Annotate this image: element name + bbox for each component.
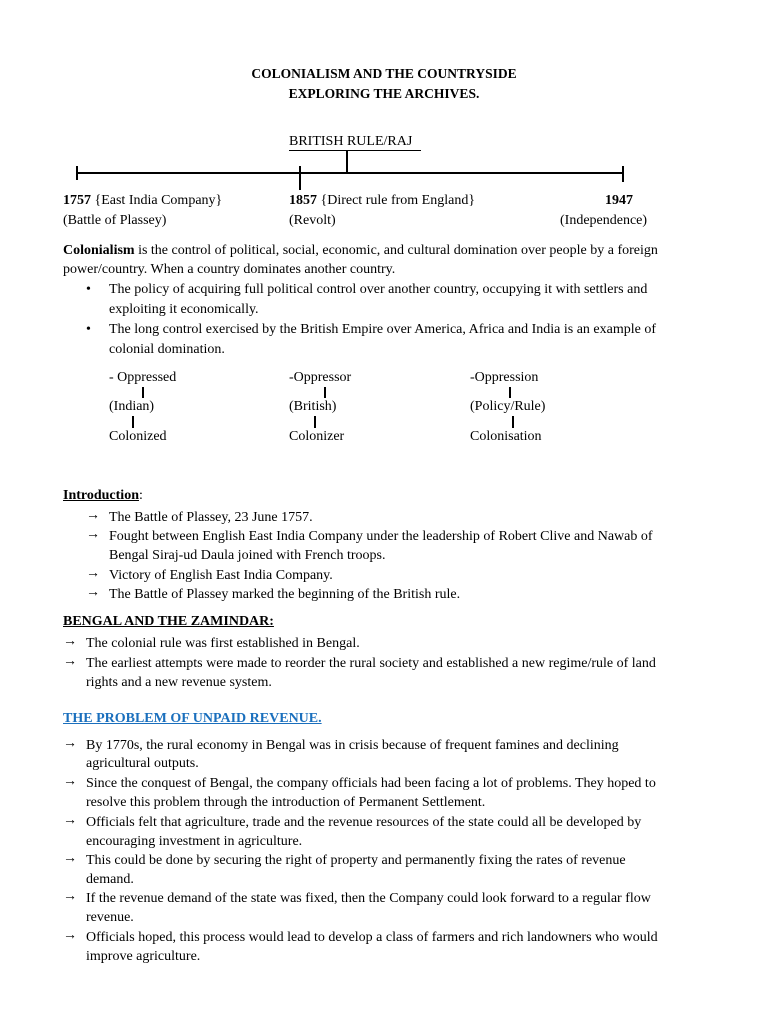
- bullet-dot: •: [86, 322, 91, 337]
- arrow-icon: →: [63, 928, 77, 943]
- bullet-1-line-1: The policy of acquiring full political control over another country, occupying it with settlers and: [109, 282, 648, 297]
- revenue-item-5-line-1: If the revenue demand of the state was fixed, then the Company could look forward to a regular flow: [86, 891, 651, 906]
- bullet-dot: •: [86, 282, 91, 297]
- arrow-icon: →: [63, 889, 77, 904]
- intro-item-3: Victory of English East India Company.: [109, 568, 333, 583]
- concept-connector: [142, 387, 144, 398]
- arrow-icon: →: [86, 508, 100, 523]
- revenue-item-1-line-1: By 1770s, the rural economy in Bengal was in crisis because of frequent famines and declining: [86, 738, 619, 753]
- arrow-icon: →: [63, 634, 77, 649]
- event-detail: {Direct rule from England}: [317, 193, 476, 208]
- bengal-item-1: The colonial rule was first established in Bengal.: [86, 636, 360, 651]
- timeline-connector: [346, 150, 348, 172]
- definition-paragraph: [63, 241, 658, 261]
- introduction-colon: :: [138, 488, 143, 503]
- bullet-1-line-2: exploiting it economically.: [109, 302, 259, 317]
- revenue-item-6-line-2: improve agriculture.: [86, 949, 201, 964]
- definition-text-1: is the control of political, social, economic, and cultural domination over people by a foreign: [134, 243, 658, 258]
- revenue-item-1-line-2: agricultural outputs.: [86, 756, 199, 771]
- introduction-heading-text: Introduction: [63, 488, 139, 503]
- concept-policy-rule: (Policy/Rule): [470, 399, 546, 414]
- intro-item-4: The Battle of Plassey marked the beginning of the British rule.: [109, 587, 461, 602]
- concept-connector: [512, 416, 514, 428]
- timeline-event-1857-sub: (Revolt): [289, 213, 336, 228]
- timeline-event-1757-sub: (Battle of Plassey): [63, 213, 167, 228]
- concept-oppression: -Oppression: [470, 370, 539, 385]
- revenue-item-4-line-1: This could be done by securing the right of property and permanently fixing the rates of revenue: [86, 853, 626, 868]
- arrow-icon: →: [63, 813, 77, 828]
- arrow-icon: →: [63, 851, 77, 866]
- bullet-2-line-1: The long control exercised by the British Empire over America, Africa and India is an example of: [109, 322, 656, 337]
- revenue-item-3-line-1: Officials felt that agriculture, trade and the revenue resources of the state could all be developed by: [86, 815, 642, 830]
- revenue-item-2-line-1: Since the conquest of Bengal, the company officials had been facing a lot of problems. They hoped to: [86, 776, 656, 791]
- intro-item-2-line-2: Bengal Siraj-ud Daula joined with French troops.: [109, 548, 386, 563]
- revenue-item-6-line-1: Officials hoped, this process would lead to develop a class of farmers and rich landowners who would: [86, 930, 658, 945]
- timeline-label-underline: [289, 150, 421, 151]
- concept-oppressed: - Oppressed: [109, 370, 177, 385]
- arrow-icon: →: [63, 654, 77, 669]
- timeline-event-1947: 1947: [605, 193, 633, 208]
- bengal-item-2-line-2: rights and a new revenue system.: [86, 675, 272, 690]
- concept-colonizer: Colonizer: [289, 429, 345, 444]
- timeline-event-1857: [289, 193, 475, 209]
- timeline-axis: [76, 172, 624, 174]
- timeline-tick-1757: [76, 166, 78, 180]
- event-year: 1857: [289, 193, 317, 208]
- arrow-icon: →: [63, 736, 77, 751]
- intro-item-2-line-1: Fought between English East India Company under the leadership of Robert Clive and Nawab of: [109, 529, 653, 544]
- revenue-item-2-line-2: resolve this problem through the introduction of Permanent Settlement.: [86, 795, 486, 810]
- arrow-icon: →: [63, 774, 77, 789]
- introduction-heading: [63, 488, 143, 504]
- bullet-2-line-2: colonial domination.: [109, 342, 225, 357]
- timeline-event-1947-sub: (Independence): [560, 213, 648, 228]
- arrow-icon: →: [86, 585, 100, 600]
- revenue-heading: THE PROBLEM OF UNPAID REVENUE.: [63, 711, 322, 726]
- bengal-item-2-line-1: The earliest attempts were made to reorder the rural society and established a new regime/rule of land: [86, 656, 656, 671]
- arrow-icon: →: [86, 527, 100, 542]
- definition-text-2: power/country. When a country dominates another country.: [63, 262, 396, 277]
- concept-indian: (Indian): [109, 399, 155, 414]
- timeline-event-1757: [63, 193, 222, 209]
- arrow-icon: →: [86, 566, 100, 581]
- revenue-item-5-line-2: revenue.: [86, 910, 134, 925]
- document-title: COLONIALISM AND THE COUNTRYSIDE: [251, 66, 517, 81]
- concept-connector: [132, 416, 134, 428]
- timeline-tick-1857: [299, 166, 301, 190]
- event-detail: {East India Company}: [91, 193, 223, 208]
- concept-colonisation: Colonisation: [470, 429, 542, 444]
- revenue-item-3-line-2: encouraging investment in agriculture.: [86, 834, 303, 849]
- revenue-item-4-line-2: demand.: [86, 872, 134, 887]
- concept-connector: [509, 387, 511, 398]
- concept-oppressor: -Oppressor: [289, 370, 352, 385]
- timeline-label: BRITISH RULE/RAJ: [289, 134, 413, 149]
- concept-british: (British): [289, 399, 337, 414]
- timeline-tick-1947: [622, 166, 624, 182]
- intro-item-1: The Battle of Plassey, 23 June 1757.: [109, 510, 313, 525]
- concept-connector: [314, 416, 316, 428]
- definition-term: Colonialism: [63, 243, 135, 258]
- document-subtitle: EXPLORING THE ARCHIVES.: [288, 86, 480, 101]
- concept-colonized: Colonized: [109, 429, 167, 444]
- concept-connector: [324, 387, 326, 398]
- bengal-heading: BENGAL AND THE ZAMINDAR:: [63, 614, 274, 629]
- event-year: 1757: [63, 193, 91, 208]
